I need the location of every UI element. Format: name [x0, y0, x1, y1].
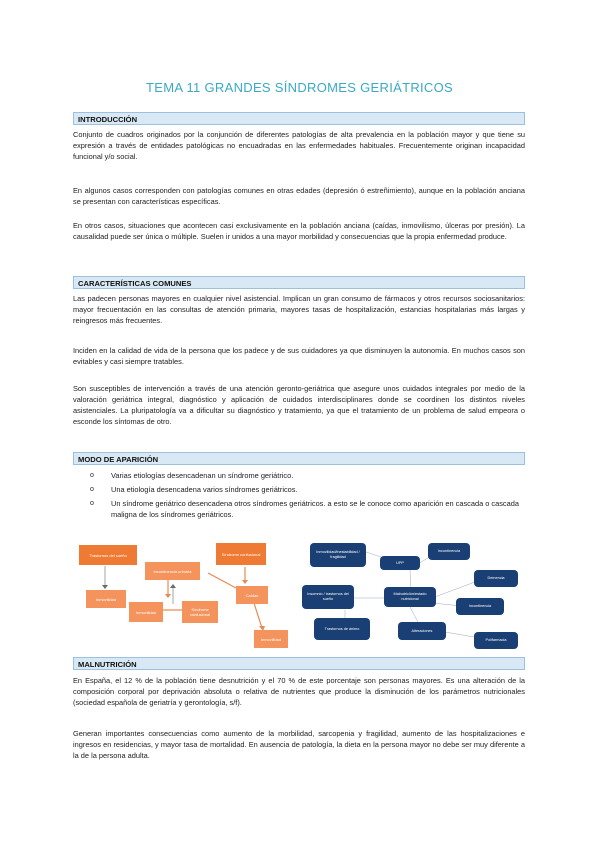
syndrome-node: Inmovilidad/inestabilidad / fragilidad: [310, 543, 366, 567]
list-item: o Una etiología desencadena varios síndromes geriátricos.: [90, 485, 298, 494]
intro-paragraph-2: En algunos casos corresponden con patologías comunes en otras edades (depresión ó estreñimiento), aunque en la población anciana se presentan con características específicas.: [73, 186, 525, 206]
caracteristicas-paragraph-3: Son susceptibles de intervención a través de una atención geronto-geriátrica que asegure unos cuidados integrales por medio de la valoración geriátrica integral, diagnóstico y aplicación de cuidados interdisciplinares donde se coordinen los distintos niveles asistenciales. La pluripatología va a dificultar su diagnóstico y tratamiento, ya que el tratamiento de un problema de salud empeora o esconde los síntomas de otro.: [73, 384, 525, 426]
caracteristicas-paragraph-1: Las padecen personas mayores en cualquier nivel asistencial. Implican un gran consumo de fármacos y otros recursos sociosanitarios: mayor frecuentación en las consultas de atención primaria, mayores tasas de hospitalización, estancias hospitalarias más largas y reingresos más frecuentes.: [73, 294, 525, 325]
syndrome-node: Incontinencia: [456, 598, 504, 615]
malnutricion-paragraph-2: Generan importantes consecuencias como aumento de la morbilidad, sarcopenia y fragilidad, aumento de las hospitalizaciones e ingresos en residencias, y mayor tasa de mortalidad. En ausencia de patología, la dieta en la persona mayor no debe ser muy diferente a la de la persona adulta.: [73, 729, 525, 760]
cascade-box: Síndrome confusional: [182, 601, 218, 623]
cascade-box: Incontinencia urinaria: [145, 562, 200, 580]
syndrome-node: Insomnio / trastornos del sueño: [302, 585, 354, 609]
section-heading-caracteristicas: CARACTERÍSTICAS COMUNES: [73, 276, 525, 289]
cascade-box: Inmovilidad: [129, 602, 163, 622]
syndrome-node: Demencia: [474, 570, 518, 587]
cascade-box: Inmovilidad: [254, 630, 288, 648]
cascade-box: Inmovilidad: [86, 590, 126, 608]
cascade-box: Trastornos del sueño: [79, 545, 137, 565]
bullet-mark: o: [90, 486, 94, 493]
syndrome-node: Malnutrición/estado nutricional: [384, 587, 436, 607]
cascade-box: Síndrome confusional: [216, 543, 266, 565]
section-heading-malnutricion: MALNUTRICIÓN: [73, 657, 525, 670]
list-item: o Varias etiologías desencadenan un síndrome geriátrico.: [90, 471, 294, 480]
section-heading-modo: MODO DE APARICIÓN: [73, 452, 525, 465]
bullet-mark: o: [90, 472, 94, 479]
cascade-box: Caídas: [236, 586, 268, 604]
syndrome-node: Trastornos de ánimo: [314, 618, 370, 640]
intro-paragraph-1: Conjunto de cuadros originados por la conjunción de diferentes patologías de alta prevalencia en la población mayor y que tiene su expresión a través de entidades patológicas no encuadradas en las enfermedades habituales. Frecuentemente originan incapacidad funcional y/o social.: [73, 130, 525, 161]
intro-paragraph-3: En otros casos, situaciones que acontecen casi exclusivamente en la población anciana (caídas, inmovilismo, úlceras por presión). La causalidad puede ser única o múltiple. Suelen ir unidos a una mayor morbilidad y consecuencias que la propia enfermedad produce.: [73, 221, 525, 241]
syndrome-node: Polifarmacia: [474, 632, 518, 649]
syndrome-node: Incontinencia: [428, 543, 470, 560]
syndrome-node: UPP: [380, 556, 420, 570]
syndrome-node: Alteraciones: [398, 622, 446, 640]
bullet-mark: o: [90, 500, 94, 507]
section-heading-introduccion: INTRODUCCIÓN: [73, 112, 525, 125]
page-title: TEMA 11 GRANDES SÍNDROMES GERIÁTRICOS: [145, 80, 454, 95]
malnutricion-paragraph-1: En España, el 12 % de la población tiene desnutrición y el 70 % de este porcentaje son personas mayores. Es una alteración de la composición corporal por deprivación absoluta o relativa de nutrientes que produce la disminución de los parámetros nutricionales (sociedad española de geriatría y gerontología, s/f).: [73, 676, 525, 707]
list-item: o Un síndrome geriátrico desencadena otros síndromes geriátricos. a esto se le conoce como aparición en cascada o cascada maligna de los síndromes geriátricos.: [90, 499, 519, 519]
caracteristicas-paragraph-2: Inciden en la calidad de vida de la persona que los padece y de sus cuidadores ya que disminuyen la autonomía. En muchos casos son evitables y casi siempre tratables.: [73, 346, 525, 366]
